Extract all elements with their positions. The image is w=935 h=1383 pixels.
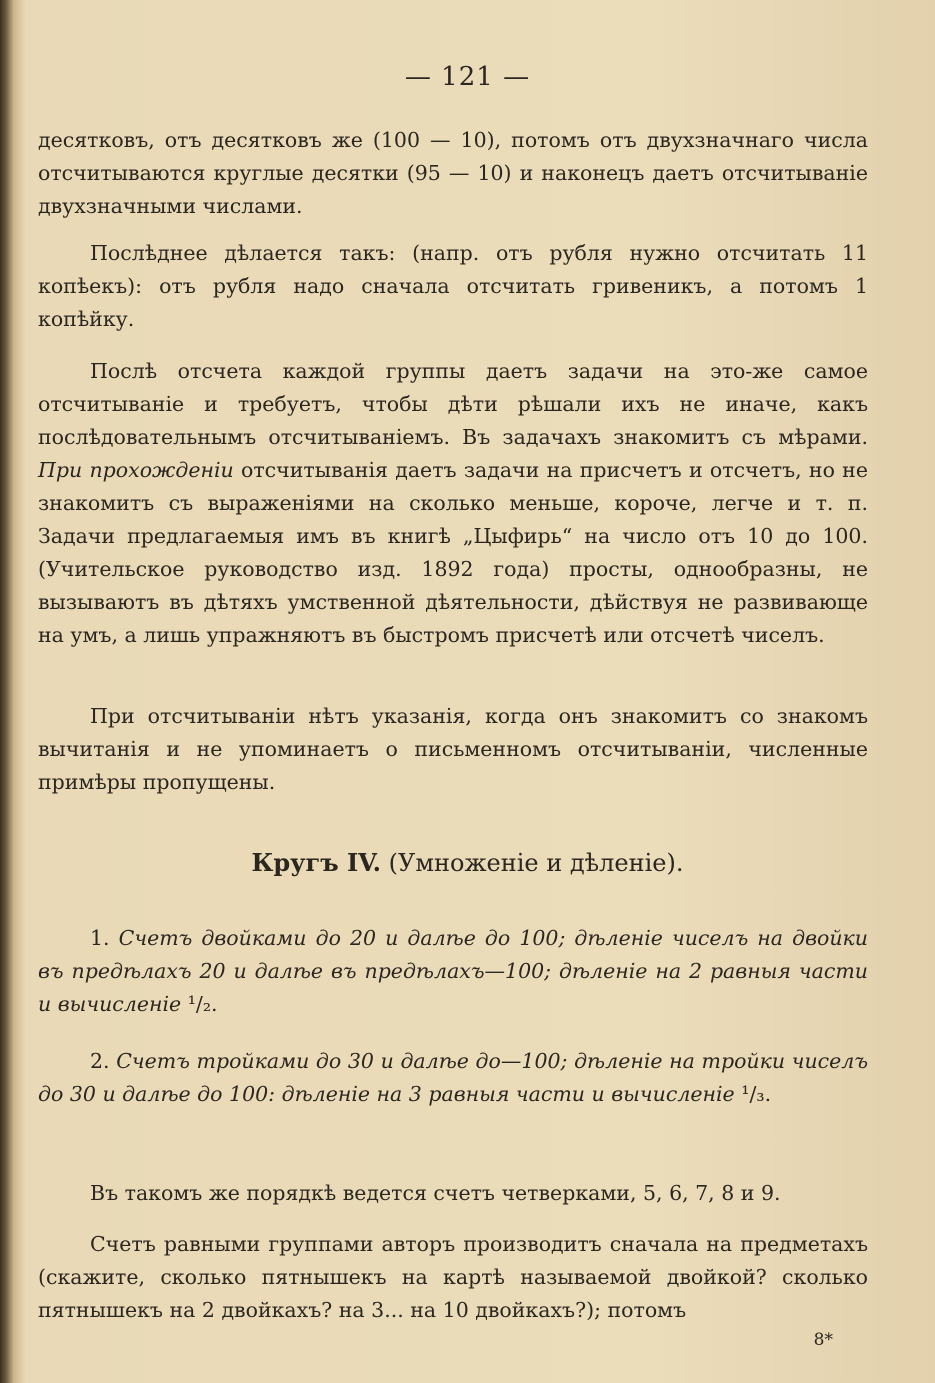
paragraph-text: Послѣ отсчета каждой группы даетъ задачи на это-же самое отсчитываніе и требуетъ, чтобы дѣти рѣшали ихъ не иначе, какъ послѣдовательнымъ отсчитываніемъ. Въ задачахъ знакомитъ съ мѣрами.	[38, 359, 868, 449]
fraction: ¹/₂.	[187, 992, 218, 1016]
section-heading	[0, 848, 935, 877]
paragraph-text: Въ такомъ же порядкѣ ведется счетъ четверками, 5, 6, 7, 8 и 9.	[90, 1181, 781, 1205]
italic-phrase: При прохожденіи	[38, 458, 234, 482]
paragraph-text: Послѣднее дѣлается такъ: (напр. отъ рубля нужно отсчитать 11 копѣекъ): отъ рубля надо сначала отсчитать гривеникъ, а потомъ 1 копѣйку.	[38, 241, 868, 331]
page-number: — 121 —	[404, 62, 531, 92]
paragraph-text: отсчитыванія даетъ задачи на присчетъ и отсчетъ, но не знакомитъ съ выраженіями на сколько меньше, короче, легче и т. п. Задачи предлагаемыя имъ въ книгѣ „Цыфирь“ на число отъ 10 до 100. (Учительское руководство изд. 1892 года) просты, однообразны, не вызываютъ въ дѣтяхъ умственной дѣятельности, дѣйствуя не развивающе на умъ, а лишь упражняютъ въ быстромъ присчетѣ или отсчетѣ чиселъ.	[38, 458, 868, 647]
heading-subtitle: (Умноженіе и дѣленіе).	[388, 849, 684, 877]
item-number: 2.	[90, 1049, 110, 1073]
paragraph	[38, 355, 868, 652]
paragraph-text: десятковъ, отъ десятковъ же (100 — 10), потомъ отъ двухзначнаго числа отсчитываются круглые десятки (95 — 10) и наконецъ даетъ отсчитываніе двухзначными числами.	[38, 128, 868, 218]
paragraph	[38, 124, 868, 223]
numbered-item	[38, 1045, 868, 1111]
printer-signature: 8*	[813, 1330, 833, 1350]
paragraph	[38, 1177, 868, 1210]
item-number: 1.	[90, 926, 110, 950]
numbered-item	[38, 922, 868, 1021]
paragraph	[38, 700, 868, 799]
fraction: ¹/₃.	[741, 1082, 772, 1106]
item-text: Счетъ тройками до 30 и далѣе до—100; дѣленіе на тройки чиселъ до 30 и далѣе до 100: дѣленіе на 3 равныя части и вычисленіе	[38, 1049, 868, 1106]
heading-title: Кругъ IV.	[251, 848, 382, 877]
paragraph-text: Счетъ равными группами авторъ производитъ сначала на предметахъ (скажите, сколько пятнышекъ на картѣ называемой двойкой? сколько пятнышекъ на 2 двойкахъ? на 3... на 10 двойкахъ?); потомъ	[38, 1232, 868, 1322]
paragraph	[38, 237, 868, 336]
item-text: Счетъ двойками до 20 и далѣе до 100; дѣленіе чиселъ на двойки въ предѣлахъ 20 и далѣе въ предѣлахъ—100; дѣленіе на 2 равныя части и вычисленіе	[38, 926, 868, 1016]
paragraph	[38, 1228, 868, 1327]
paragraph-text: При отсчитываніи нѣтъ указанія, когда онъ знакомитъ со знакомъ вычитанія и не упоминаетъ о письменномъ отсчитываніи, численные примѣры пропущены.	[38, 704, 868, 794]
